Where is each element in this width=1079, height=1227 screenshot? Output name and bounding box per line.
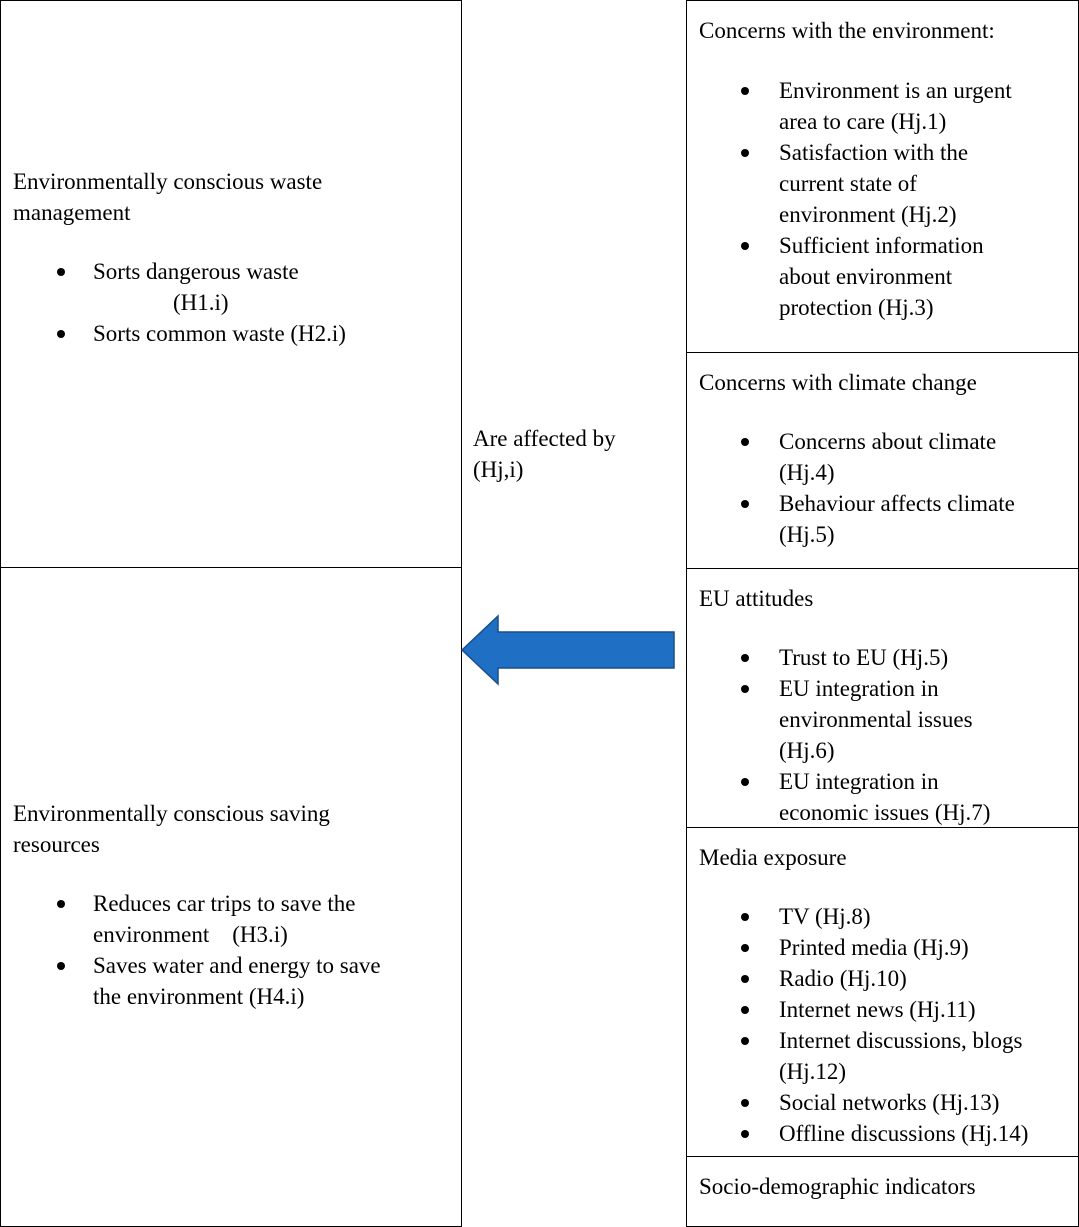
climate-concerns-box [686,352,1079,569]
affected-by-label [473,423,616,485]
waste-item-2-line1: Sorts common waste (H2.i) [93,321,346,346]
environment-concerns-box [686,0,1079,353]
list-item [687,1025,1078,1087]
eu-item-1-line1: Trust to EU (Hj.5) [779,645,949,670]
list-item [1,888,461,950]
climate-items-list [687,426,1078,550]
media-item-3: Radio (Hj.10) [779,966,907,991]
eu-items-list [687,642,1078,828]
eu-attitudes-box [686,568,1079,828]
list-item [687,901,1078,932]
eu-item-2-line1: EU integration in [779,676,939,701]
climate-item-2-line2: (Hj.5) [779,522,835,547]
saving-item-2-line2: the environment (H4.i) [93,984,305,1009]
media-item-5-line2: (Hj.12) [779,1059,847,1084]
waste-title-line1: Environmentally conscious waste [13,169,323,194]
climate-item-1-line1: Concerns about climate [779,429,997,454]
env-item-1-line1: Environment is an urgent [779,78,1012,103]
eu-item-2-line2: environmental issues [779,707,973,732]
waste-items-list [1,256,461,349]
climate-item-2-line1: Behaviour affects climate [779,491,1015,516]
affected-by-line1: Are affected by [473,426,616,451]
saving-title-line2: resources [13,832,100,857]
media-item-4: Internet news (Hj.11) [779,997,976,1022]
waste-management-title [13,166,322,228]
env-item-2-line2: current state of [779,171,917,196]
list-item [687,642,1078,673]
env-item-3-line3: protection (Hj.3) [779,295,934,320]
climate-title: Concerns with climate change [699,370,977,395]
eu-item-2-line3: (Hj.6) [779,738,835,763]
waste-title-line2: management [13,200,131,225]
waste-management-box [0,0,462,568]
saving-resources-title [13,798,330,860]
env-item-3-line2: about environment [779,264,953,289]
media-item-1: TV (Hj.8) [779,904,871,929]
socio-title: Socio-demographic indicators [699,1174,976,1199]
list-item [687,766,1078,828]
environment-items-list [687,75,1078,323]
affected-by-line2: (Hj,i) [473,457,524,482]
left-arrow-icon [458,612,680,688]
list-item [687,75,1078,137]
waste-item-1-line1: Sorts dangerous waste [93,259,299,284]
waste-item-1-line2: (H1.i) [173,290,229,315]
saving-item-2-line1: Saves water and energy to save [93,953,381,978]
saving-title-line1: Environmentally conscious saving [13,801,330,826]
list-item [687,994,1078,1025]
env-item-2-line1: Satisfaction with the [779,140,969,165]
eu-item-3-line2: economic issues (Hj.7) [779,800,991,825]
saving-item-1-line2: environment (H3.i) [93,922,288,947]
media-item-6: Social networks (Hj.13) [779,1090,1000,1115]
eu-item-3-line1: EU integration in [779,769,939,794]
media-title: Media exposure [699,845,847,870]
list-item [687,488,1078,550]
list-item [1,318,461,349]
list-item [1,950,461,1012]
list-item [687,426,1078,488]
list-item [1,256,461,318]
list-item [687,932,1078,963]
env-item-2-line3: environment (Hj.2) [779,202,957,227]
saving-item-1-line1: Reduces car trips to save the [93,891,356,916]
list-item [687,963,1078,994]
media-item-5-line1: Internet discussions, blogs [779,1028,1023,1053]
list-item [687,1087,1078,1118]
media-exposure-box [686,827,1079,1157]
env-item-1-line2: area to care (Hj.1) [779,109,947,134]
list-item [687,137,1078,230]
list-item [687,230,1078,323]
environment-title: Concerns with the environment: [699,18,995,43]
climate-item-1-line2: (Hj.4) [779,460,835,485]
media-item-2: Printed media (Hj.9) [779,935,969,960]
socio-demographic-box [686,1156,1079,1227]
media-items-list [687,901,1078,1149]
saving-items-list [1,888,461,1012]
env-item-3-line1: Sufficient information [779,233,984,258]
eu-title: EU attitudes [699,586,814,611]
saving-resources-box [0,567,462,1227]
media-item-7: Offline discussions (Hj.14) [779,1121,1029,1146]
list-item [687,673,1078,766]
list-item [687,1118,1078,1149]
